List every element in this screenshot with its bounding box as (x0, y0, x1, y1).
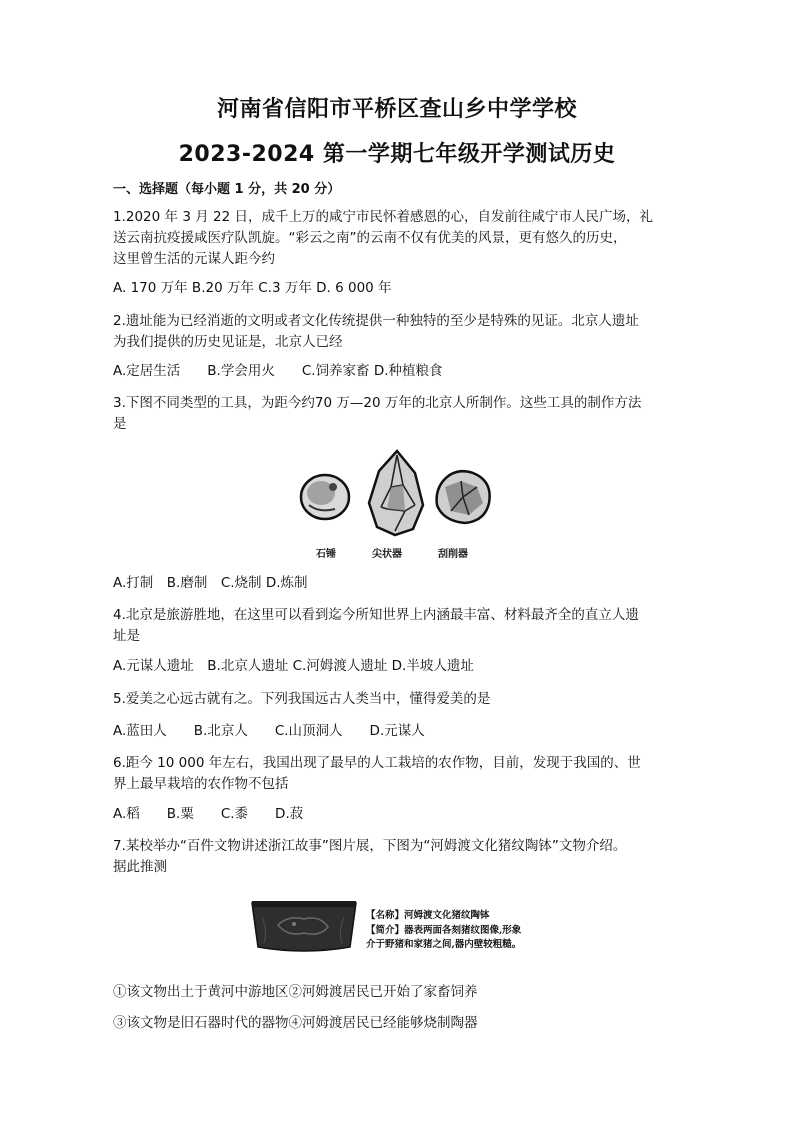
q3-line-2: 是 (113, 416, 127, 432)
pointed-tool-image (369, 451, 423, 535)
artifact-intro-2: 介于野猪和家猪之间,器内壁较粗糙。 (366, 939, 522, 950)
artifact-name: 【名称】河姆渡文化猪纹陶钵 (366, 910, 490, 921)
q7-statements-2: ③该文物是旧石器时代的器物④河姆渡居民已经能够烧制陶器 (113, 1015, 478, 1031)
stone-tools-figure (295, 447, 500, 559)
hammerstone-image (301, 475, 349, 519)
q6-options: A.稻 B.粟 C.黍 D.菽 (113, 806, 304, 822)
q7-statements-1: ①该文物出土于黄河中游地区②河姆渡居民已开始了家畜饲养 (113, 984, 478, 1000)
artifact-intro-1: 【简介】器表两面各刻猪纹图像,形象 (366, 925, 522, 936)
q5-line-1: 5.爱美之心远古就有之。下列我国远古人类当中，懂得爱美的是 (113, 691, 491, 707)
q3-options: A.打制 B.磨制 C.烧制 D.炼制 (113, 575, 308, 591)
q5-options: A.蓝田人 B.北京人 C.山顶洞人 D.元谋人 (113, 723, 425, 739)
q4-line-2: 址是 (113, 628, 140, 644)
exam-title: 2023-2024 第一学期七年级开学测试历史 (178, 142, 616, 167)
q1-options: A. 170 万年 B.20 万年 C.3 万年 D. 6 000 年 (113, 280, 392, 296)
label-pointed-tool: 尖状器 (372, 549, 402, 560)
q1-line-1: 1.2020 年 3 月 22 日，成千上万的咸宁市民怀着感恩的心，自发前往咸宁市人民广场，礼 (113, 209, 653, 225)
q1-line-3: 这里曾生活的元谋人距今约 (113, 251, 275, 267)
label-hammerstone: 石锤 (316, 549, 336, 560)
label-scraper: 刮削器 (438, 549, 468, 560)
q3-line-1: 3.下图不同类型的工具，为距今约70 万—20 万年的北京人所制作。这些工具的制作方法 (113, 395, 642, 411)
school-title: 河南省信阳市平桥区查山乡中学学校 (216, 97, 577, 122)
q6-line-2: 界上最早栽培的农作物不包括 (113, 776, 289, 792)
artifact-card (248, 895, 566, 957)
q6-line-1: 6.距今 10 000 年左右，我国出现了最早的人工栽培的农作物，目前，发现于我国的、世 (113, 755, 641, 771)
section-heading: 一、选择题（每小题 1 分，共 20 分） (113, 182, 341, 197)
q2-line-1: 2.遗址能为已经消逝的文明或者文化传统提供一种独特的至少是特殊的见证。北京人遗址 (113, 313, 639, 329)
scraper-image (437, 471, 490, 523)
q4-line-1: 4.北京是旅游胜地，在这里可以看到迄今所知世界上内涵最丰富、材料最齐全的直立人遗 (113, 607, 639, 623)
q7-line-2: 据此推测 (113, 859, 167, 875)
q2-line-2: 为我们提供的历史见证是，北京人已经 (113, 334, 343, 350)
pottery-bowl-image (248, 897, 360, 955)
q4-options: A.元谋人遗址 B.北京人遗址 C.河姆渡人遗址 D.半坡人遗址 (113, 658, 474, 674)
q2-options: A.定居生活 B.学会用火 C.饲养家畜 D.种植粮食 (113, 363, 443, 379)
q1-line-2: 送云南抗疫援咸医疗队凯旋。“彩云之南”的云南不仅有优美的风景，更有悠久的历史， (113, 230, 627, 246)
q7-line-1: 7.某校举办“百件文物讲述浙江故事”图片展，下图为“河姆渡文化猪纹陶钵”文物介绍。 (113, 838, 627, 854)
